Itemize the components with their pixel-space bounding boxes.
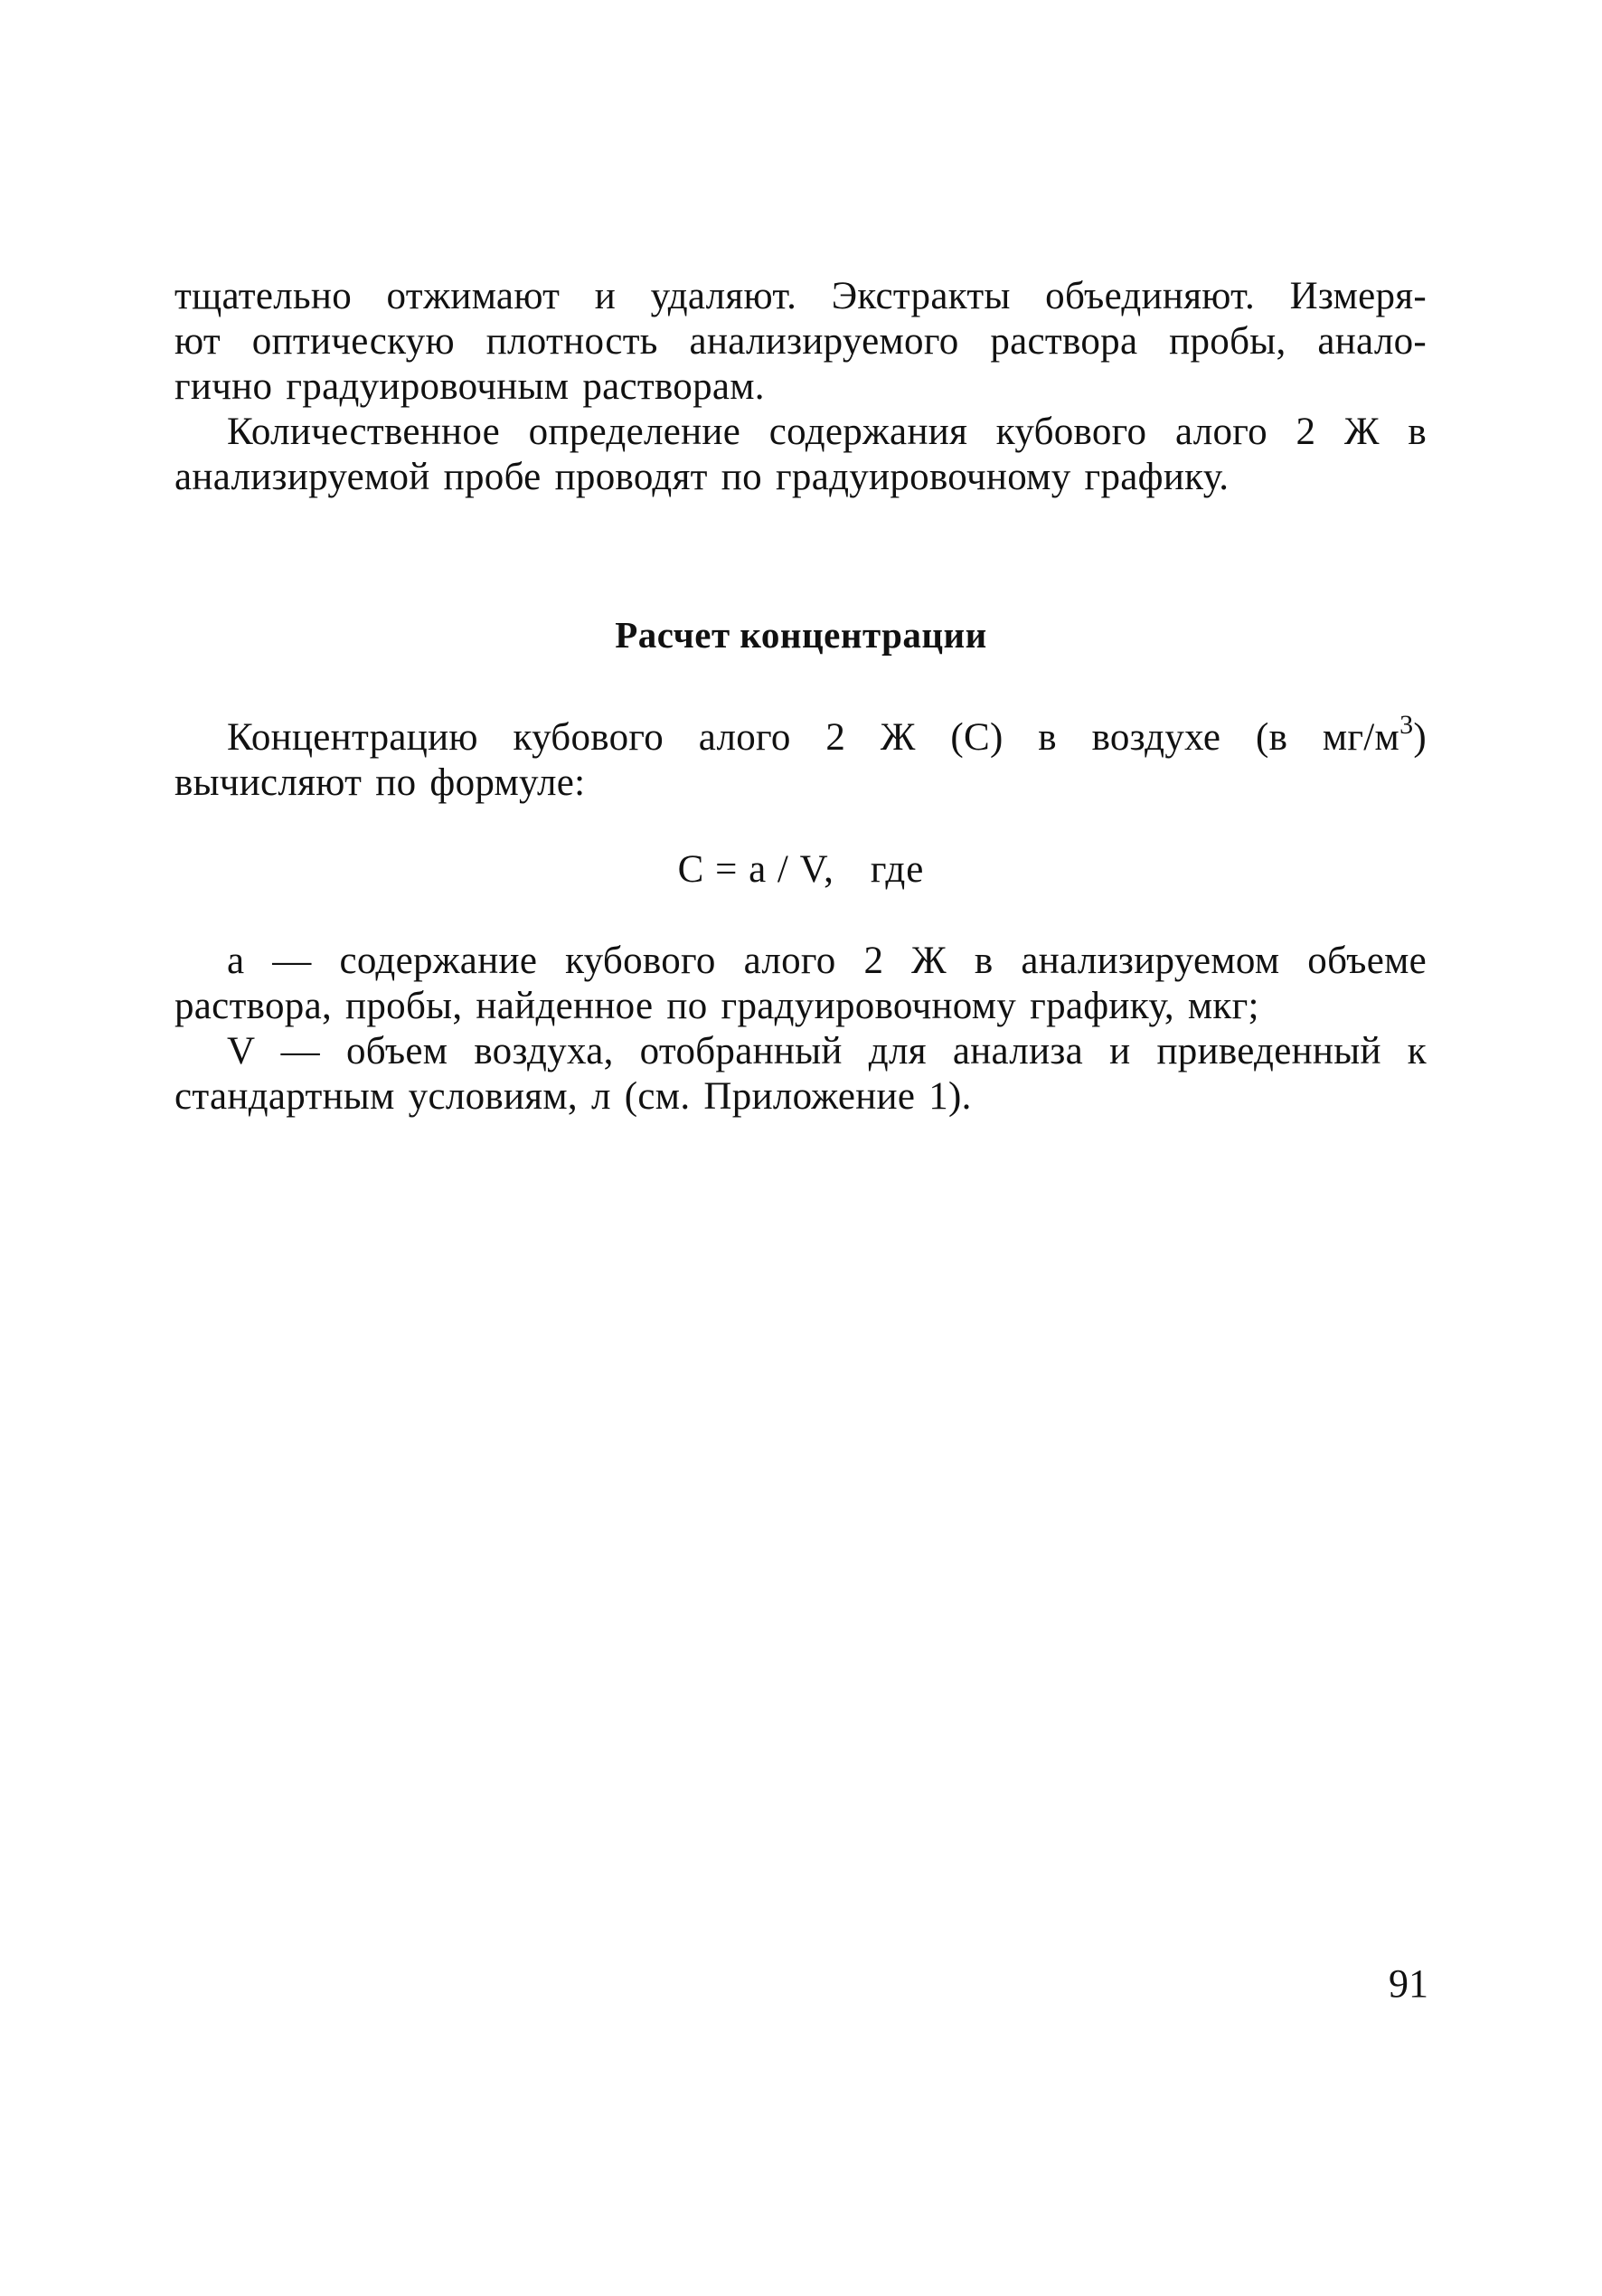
text-line: ют оптическую плотность анализируемого раствора пробы, анало- xyxy=(174,320,1427,363)
text-line xyxy=(174,710,1427,761)
formula-expression: С = а / V, xyxy=(677,848,834,891)
text-line: Количественное определение содержания кубового алого 2 Ж в xyxy=(227,411,1427,453)
text-line: стандартным условиям, л (см. Приложение 1). xyxy=(174,1075,972,1118)
text-line: гично градуировочным растворам. xyxy=(174,365,765,408)
unit-superscript: 3 xyxy=(1399,710,1414,740)
intro-text-block xyxy=(174,274,1427,500)
concentration-paragraph xyxy=(174,710,1427,806)
text-line: V — объем воздуха, отобранный для анализа и приведенный к xyxy=(227,1030,1427,1072)
formula xyxy=(0,847,1602,892)
text-line: тщательно отжимают и удаляют. Экстракты объединяют. Измеря- xyxy=(174,275,1427,317)
section-heading: Расчет концентрации xyxy=(615,614,987,656)
variable-a-definition xyxy=(174,939,1427,1029)
concentration-text xyxy=(174,710,1427,806)
intro-paragraph-1 xyxy=(174,274,1427,410)
variable-v-definition xyxy=(174,1029,1427,1120)
text-line: вычисляют по формуле: xyxy=(174,761,586,804)
text-line: анализируемой пробе проводят по градуировочному графику. xyxy=(174,456,1230,498)
text-line: раствора, пробы, найденное по градуировочному графику, мкг; xyxy=(174,985,1259,1027)
intro-paragraph-2 xyxy=(174,410,1427,500)
text-line: а — содержание кубового алого 2 Ж в анализируемом объеме xyxy=(227,940,1427,982)
formula-suffix: где xyxy=(870,848,925,891)
concentration-line-text: Концентрацию кубового алого 2 Ж (С) в воздухе (в мг/м xyxy=(227,716,1400,759)
variables-block xyxy=(174,939,1427,1120)
page-number: 91 xyxy=(1389,1961,1428,2006)
closing-paren: ) xyxy=(1413,716,1427,759)
